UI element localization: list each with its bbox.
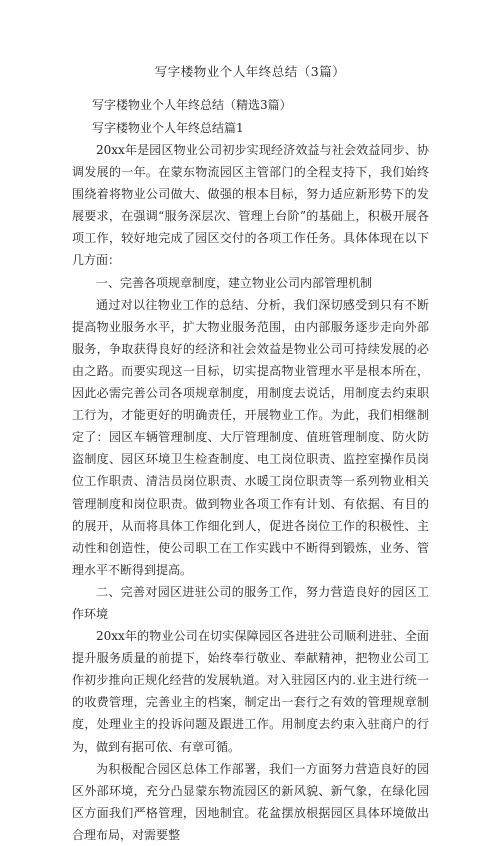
section-heading: 一、完善各项规章制度，建立物业公司内部管理机制 <box>96 275 373 290</box>
document-title: 写字楼物业个人年终总结（3篇） <box>154 64 346 79</box>
document-body <box>72 139 429 846</box>
section-heading: 二、完善对园区进驻公司的服务工作，努力营造良好的园区工作环境 <box>72 584 429 621</box>
document-subtitle: 写字楼物业个人年终总结（精选3篇） <box>92 98 292 112</box>
paragraph: 为积极配合园区总体工作部署，我们一方面努力营造良好的园区外部环境，充分凸显蒙东物流园区的新风貌、新气象，在绿化园区方面我们严格管理，因地制宜。花盆摆放根据园区具体环境做出合理布局，对需要整 <box>72 761 429 842</box>
paragraph: 20xx年是园区物业公司初步实现经济效益与社会效益同步、协调发展的一年。在蒙东物流园区主管部门的全程支持下，我们始终围绕着将物业公司做大、做强的根本目标，努力适应新形势下的发展要求，在强调“服务深层次、管理上台阶”的基础上，积极开展各项工作，较好地完成了园区交付的各项工作任务。具体体现在以下几方面： <box>72 143 429 268</box>
paragraph: 通过对以往物业工作的总结、分析，我们深切感受到只有不断提高物业服务水平，扩大物业服务范围，由内部服务逐步走向外部服务，争取获得良好的经济和社会效益是物业公司可持续发展的必由之路。而要实现这一目标，切实提高物业管理水平是根本所在，因此必需完善公司各项规章制度，用制度去说话，用制度去约束职工行为，才能更好的明确责任，开展物业工作。为此，我们相继制定了：园区车辆管理制度、大厅管理制度、值班管理制度、防火防盗制度、园区环境卫生检查制度、电工岗位职责、监控室操作员岗位工作职责、清洁员岗位职责、水暖工岗位职责等一系列物业相关管理制度和岗位职责。做到物业各项工作有计划、有依据、有目的的展开，从而将具体工作细化到人，促进各岗位工作的积极性、主动性和创造性，使公司职工在工作实践中不断得到锻炼，业务、管理水平不断得到提高。 <box>72 297 429 577</box>
paragraph: 20xx年的物业公司在切实保障园区各进驻公司顺利进驻、全面提升服务质量的前提下，始终奉行敬业、奉献精神，把物业公司工作初步推向正规化经营的发展轨道。对入驻园区内的.业主进行统一的收费管理，完善业主的档案，制定出一套行之有效的管理规章制度，处理业主的投诉问题及跟进工作。用制度去约束入驻商户的行为，做到有据可依、有章可循。 <box>72 629 429 754</box>
section-title: 写字楼物业个人年终总结篇1 <box>92 121 244 135</box>
